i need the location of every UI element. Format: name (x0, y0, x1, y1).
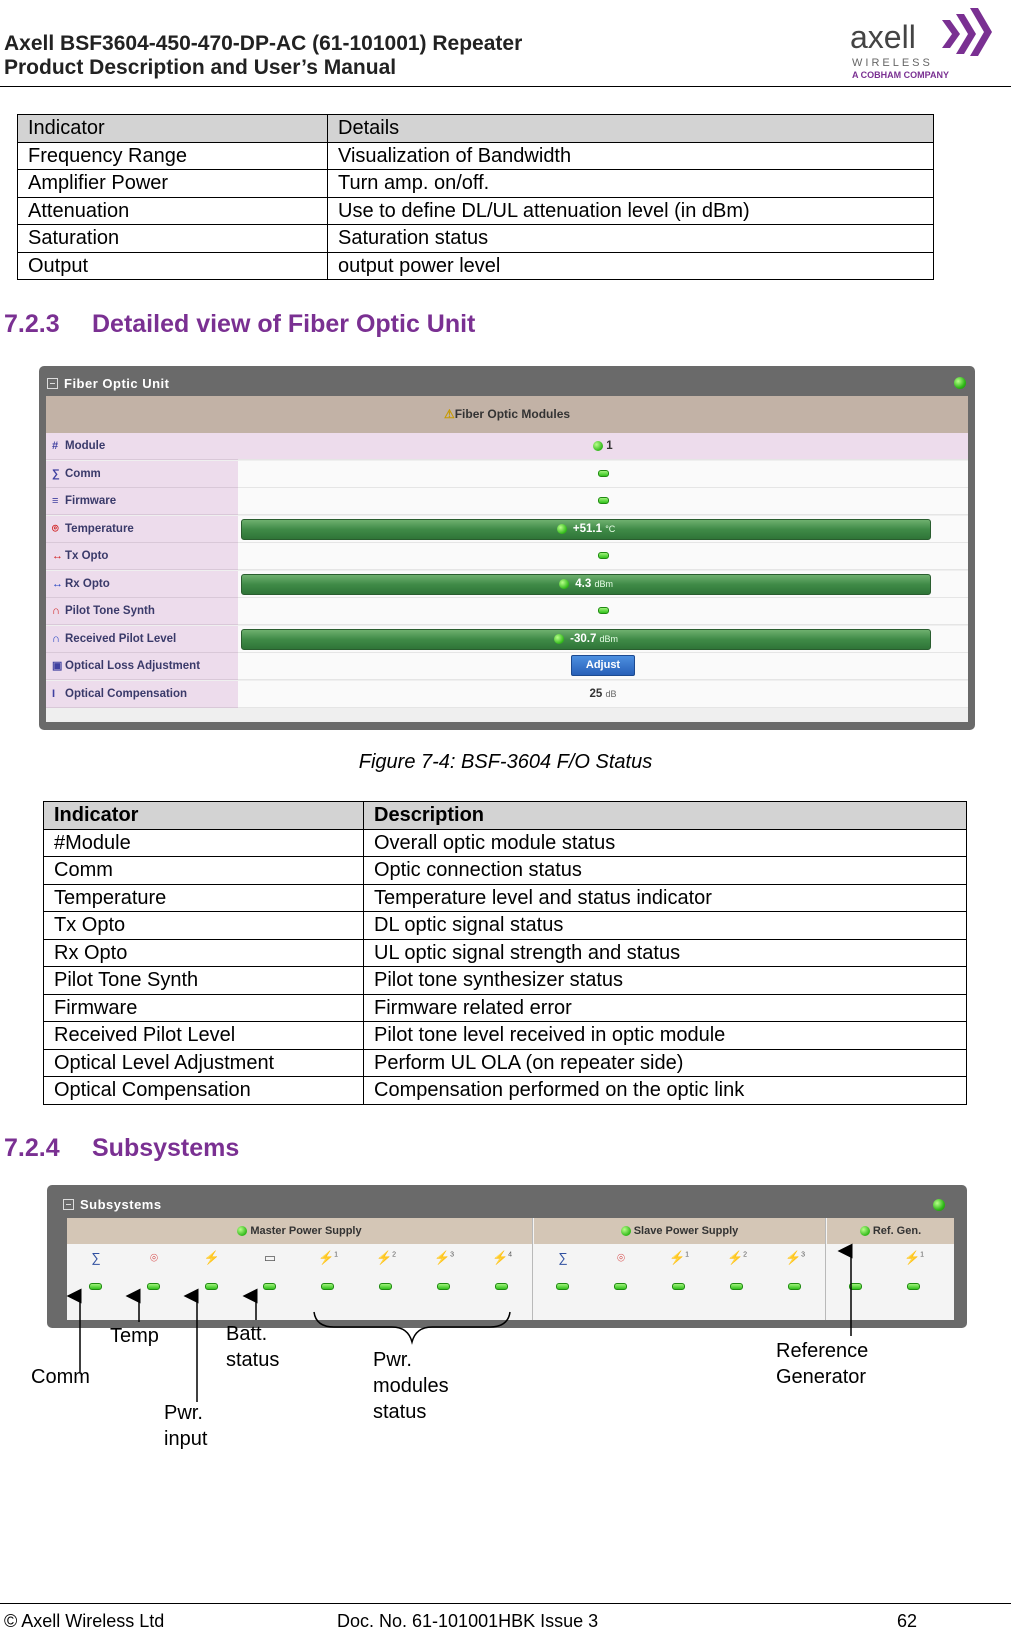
table-row (18, 142, 934, 170)
table-cell: Amplifier Power (18, 170, 328, 198)
compensation-icon: I (52, 688, 56, 700)
fo-row-optical-compensation (46, 681, 968, 708)
table-cell: Rx Opto (44, 939, 364, 967)
status-led-icon (788, 1283, 801, 1290)
section-title: Subsystems (92, 1134, 240, 1162)
group-header: Master Power Supply (67, 1218, 532, 1244)
fo-row-rx-opto (46, 571, 968, 598)
thermometer-icon: ⌾ (150, 1250, 158, 1265)
fo-row-tx-opto (46, 543, 968, 570)
logo-name: axell (850, 19, 916, 55)
status-led-icon (614, 1283, 627, 1290)
header-line-1: Axell BSF3604-450-470-DP-AC (61-101001) Repeater (4, 32, 523, 55)
status-led-icon (379, 1283, 392, 1290)
fo-value (238, 653, 968, 680)
fo-value (238, 488, 968, 515)
battery-icon: ▭ (263, 1250, 277, 1265)
status-led-icon (554, 634, 564, 644)
table-cell: Pilot tone level received in optic module (364, 1022, 967, 1050)
table-row (44, 967, 967, 995)
comm-icon: ∑ (558, 1250, 568, 1265)
fo-value (238, 598, 968, 625)
table-row (44, 912, 967, 940)
rx-icon: ↔ (52, 578, 63, 590)
status-led-icon (437, 1283, 450, 1290)
status-led-icon (672, 1283, 685, 1290)
table-header-cell: Description (364, 802, 967, 830)
power-module-icon: ⚡$^3$ (784, 1250, 806, 1265)
fiber-optic-unit-panel (39, 366, 975, 730)
table-cell: Saturation (18, 225, 328, 253)
annotation-reference-generator: Reference Generator (776, 1340, 869, 1388)
logo-sub-2: A COBHAM COMPANY (852, 70, 949, 80)
fo-label: ⌾ Temperature (46, 516, 238, 543)
subsystems-panel (47, 1185, 967, 1328)
status-led-icon (621, 1226, 631, 1236)
fo-value (238, 461, 968, 488)
table-row (18, 197, 934, 225)
panel-status-led-icon (954, 377, 966, 389)
table-cell: Received Pilot Level (44, 1022, 364, 1050)
collapse-icon[interactable] (47, 378, 58, 389)
group-header: Ref. Gen. (827, 1218, 954, 1244)
firmware-icon: ≡ (52, 495, 59, 507)
subsystems-grid (67, 1218, 954, 1320)
adjust-icon: ▣ (52, 660, 63, 672)
table-cell: Comm (44, 857, 364, 885)
panel-status-led-icon (933, 1199, 945, 1211)
annotation-pwr-input: Pwr. input (164, 1402, 208, 1450)
table-cell: Optical Level Adjustment (44, 1049, 364, 1077)
status-led-icon (89, 1283, 102, 1290)
header-divider (0, 86, 1011, 87)
table-cell: Overall optic module status (364, 829, 967, 857)
thermometer-icon: ⌾ (617, 1250, 625, 1265)
comm-icon: ∑ (91, 1250, 101, 1265)
annotation-comm: Comm (31, 1366, 90, 1388)
plug-icon: ⚡ (203, 1250, 221, 1265)
fiber-optic-modules-header: ⚠Fiber Optic Modules (46, 396, 968, 433)
fo-value (238, 626, 968, 653)
fo-row-pilot-tone-synth (46, 598, 968, 625)
status-led-icon (495, 1283, 508, 1290)
status-led-icon (205, 1283, 218, 1290)
power-module-icon: ⚡$^1$ (317, 1250, 339, 1265)
pilot-level-bar: -30.7 dBm (241, 629, 931, 650)
table-cell: Temperature (44, 884, 364, 912)
table-row (18, 252, 934, 280)
figure-caption: Figure 7-4: BSF-3604 F/O Status (358, 751, 653, 773)
header-line-2: Product Description and User’s Manual (4, 56, 397, 79)
status-led-icon (263, 1283, 276, 1290)
power-module-icon: ⚡$^2$ (375, 1250, 397, 1265)
group-header: Slave Power Supply (534, 1218, 825, 1244)
fo-row-temperature (46, 516, 968, 543)
table-cell: Use to define DL/UL attenuation level (in dBm) (328, 197, 934, 225)
temperature-bar: +51.1 °C (241, 519, 931, 540)
power-module-icon: ⚡$^4$ (491, 1250, 513, 1265)
adjust-button[interactable]: Adjust (571, 655, 635, 676)
status-led-icon (237, 1226, 247, 1236)
status-led-icon (598, 470, 609, 477)
fiber-optic-panel-title[interactable]: Fiber Optic Unit (47, 372, 170, 396)
status-led-icon (598, 497, 609, 504)
footer-page-number: 62 (897, 1611, 918, 1631)
table-cell: Perform UL OLA (on repeater side) (364, 1049, 967, 1077)
table-header-cell: Indicator (44, 802, 364, 830)
table-row (44, 1077, 967, 1105)
status-led-icon (321, 1283, 334, 1290)
status-led-icon (860, 1226, 870, 1236)
status-led-icon (593, 441, 603, 451)
fo-row-optical-loss-adjustment (46, 653, 968, 680)
status-led-icon (598, 552, 609, 559)
axell-logo (850, 4, 1000, 84)
pilot-icon: ∩ (52, 605, 60, 617)
table-row (44, 857, 967, 885)
fo-row-firmware (46, 488, 968, 515)
fo-label: ▣ Optical Loss Adjustment (46, 653, 238, 680)
table-cell: Pilot Tone Synth (44, 967, 364, 995)
table-header-cell: Indicator (18, 115, 328, 143)
table-row (44, 1049, 967, 1077)
fo-value (238, 571, 968, 598)
table-row (18, 170, 934, 198)
table-cell: Firmware (44, 994, 364, 1022)
fo-value: 1 (238, 433, 968, 460)
indicator-description-table (43, 801, 967, 1105)
power-module-icon: ⚡$^1$ (668, 1250, 690, 1265)
collapse-icon[interactable] (63, 1199, 74, 1210)
status-led-icon (730, 1283, 743, 1290)
hash-icon: # (52, 440, 59, 452)
annotation-temp: Temp (110, 1325, 159, 1347)
table-cell: Tx Opto (44, 912, 364, 940)
thermometer-icon: ⌾ (52, 523, 59, 535)
annotation-batt-status: Batt. status (226, 1323, 280, 1371)
section-title: Detailed view of Fiber Optic Unit (92, 310, 476, 338)
fo-label: ↔ Rx Opto (46, 571, 238, 598)
table-row (44, 994, 967, 1022)
fo-row-comm (46, 461, 968, 488)
table-cell: Optic connection status (364, 857, 967, 885)
indicator-details-table (17, 114, 934, 280)
table-cell: Frequency Range (18, 142, 328, 170)
table-cell: Visualization of Bandwidth (328, 142, 934, 170)
section-heading-fiber-optic (4, 310, 475, 339)
table-header-cell: Details (328, 115, 934, 143)
fo-row-received-pilot-level (46, 626, 968, 653)
fo-value: 25 dB (238, 681, 968, 708)
fo-value (238, 543, 968, 570)
rx-opto-bar: 4.3 dBm (241, 574, 931, 595)
table-cell: Pilot tone synthesizer status (364, 967, 967, 995)
table-row (44, 829, 967, 857)
status-led-icon (556, 1283, 569, 1290)
fo-label: ∩ Received Pilot Level (46, 626, 238, 653)
table-cell: #Module (44, 829, 364, 857)
fo-label: ↔ Tx Opto (46, 543, 238, 570)
table-row (44, 1022, 967, 1050)
table-row (44, 939, 967, 967)
status-led-icon (559, 579, 569, 589)
pilot-icon: ∩ (52, 633, 60, 645)
section-heading-subsystems (4, 1134, 239, 1163)
table-cell: Optical Compensation (44, 1077, 364, 1105)
fo-label: I Optical Compensation (46, 681, 238, 708)
ref-gen-group (827, 1218, 954, 1320)
table-cell: DL optic signal status (364, 912, 967, 940)
footer-doc-number: Doc. No. 61-101001HBK Issue 3 (337, 1611, 599, 1631)
tx-icon: ↔ (52, 550, 63, 562)
fo-label: ∑ Comm (46, 461, 238, 488)
table-row (44, 884, 967, 912)
section-number: 7.2.4 (4, 1134, 60, 1162)
table-header-row (18, 115, 934, 143)
status-led-icon (557, 524, 567, 534)
table-cell: Compensation performed on the optic link (364, 1077, 967, 1105)
table-cell: Output (18, 252, 328, 280)
fo-label: # Module (46, 433, 238, 460)
status-led-icon (907, 1283, 920, 1290)
footer-copyright: © Axell Wireless Ltd (4, 1611, 165, 1631)
fo-row-module (46, 433, 968, 460)
fo-value (238, 516, 968, 543)
document-header-title (4, 32, 522, 80)
table-header-row (44, 802, 967, 830)
power-module-icon: ⚡$^1$ (903, 1250, 925, 1265)
fiber-optic-table (46, 396, 968, 722)
slave-power-supply-group (534, 1218, 826, 1320)
table-cell: UL optic signal strength and status (364, 939, 967, 967)
table-row (18, 225, 934, 253)
warning-icon: ⚠ (443, 407, 455, 421)
subsystems-panel-title[interactable]: Subsystems (63, 1193, 162, 1217)
table-cell: Saturation status (328, 225, 934, 253)
fo-label: ∩ Pilot Tone Synth (46, 598, 238, 625)
master-power-supply-group (67, 1218, 533, 1320)
annotation-pwr-modules: Pwr. modules status (373, 1349, 449, 1423)
table-cell: output power level (328, 252, 934, 280)
footer-divider (0, 1603, 1011, 1604)
power-module-icon: ⚡$^3$ (433, 1250, 455, 1265)
table-cell: Attenuation (18, 197, 328, 225)
status-led-icon (147, 1283, 160, 1290)
table-cell: Temperature level and status indicator (364, 884, 967, 912)
table-cell: Firmware related error (364, 994, 967, 1022)
status-led-icon (598, 607, 609, 614)
logo-sub-1: WIRELESS (852, 57, 933, 69)
power-module-icon: ⚡$^2$ (726, 1250, 748, 1265)
comm-icon: ∑ (52, 468, 60, 480)
table-cell: Turn amp. on/off. (328, 170, 934, 198)
status-led-icon (849, 1283, 862, 1290)
section-number: 7.2.3 (4, 310, 60, 338)
fo-label: ≡ Firmware (46, 488, 238, 515)
